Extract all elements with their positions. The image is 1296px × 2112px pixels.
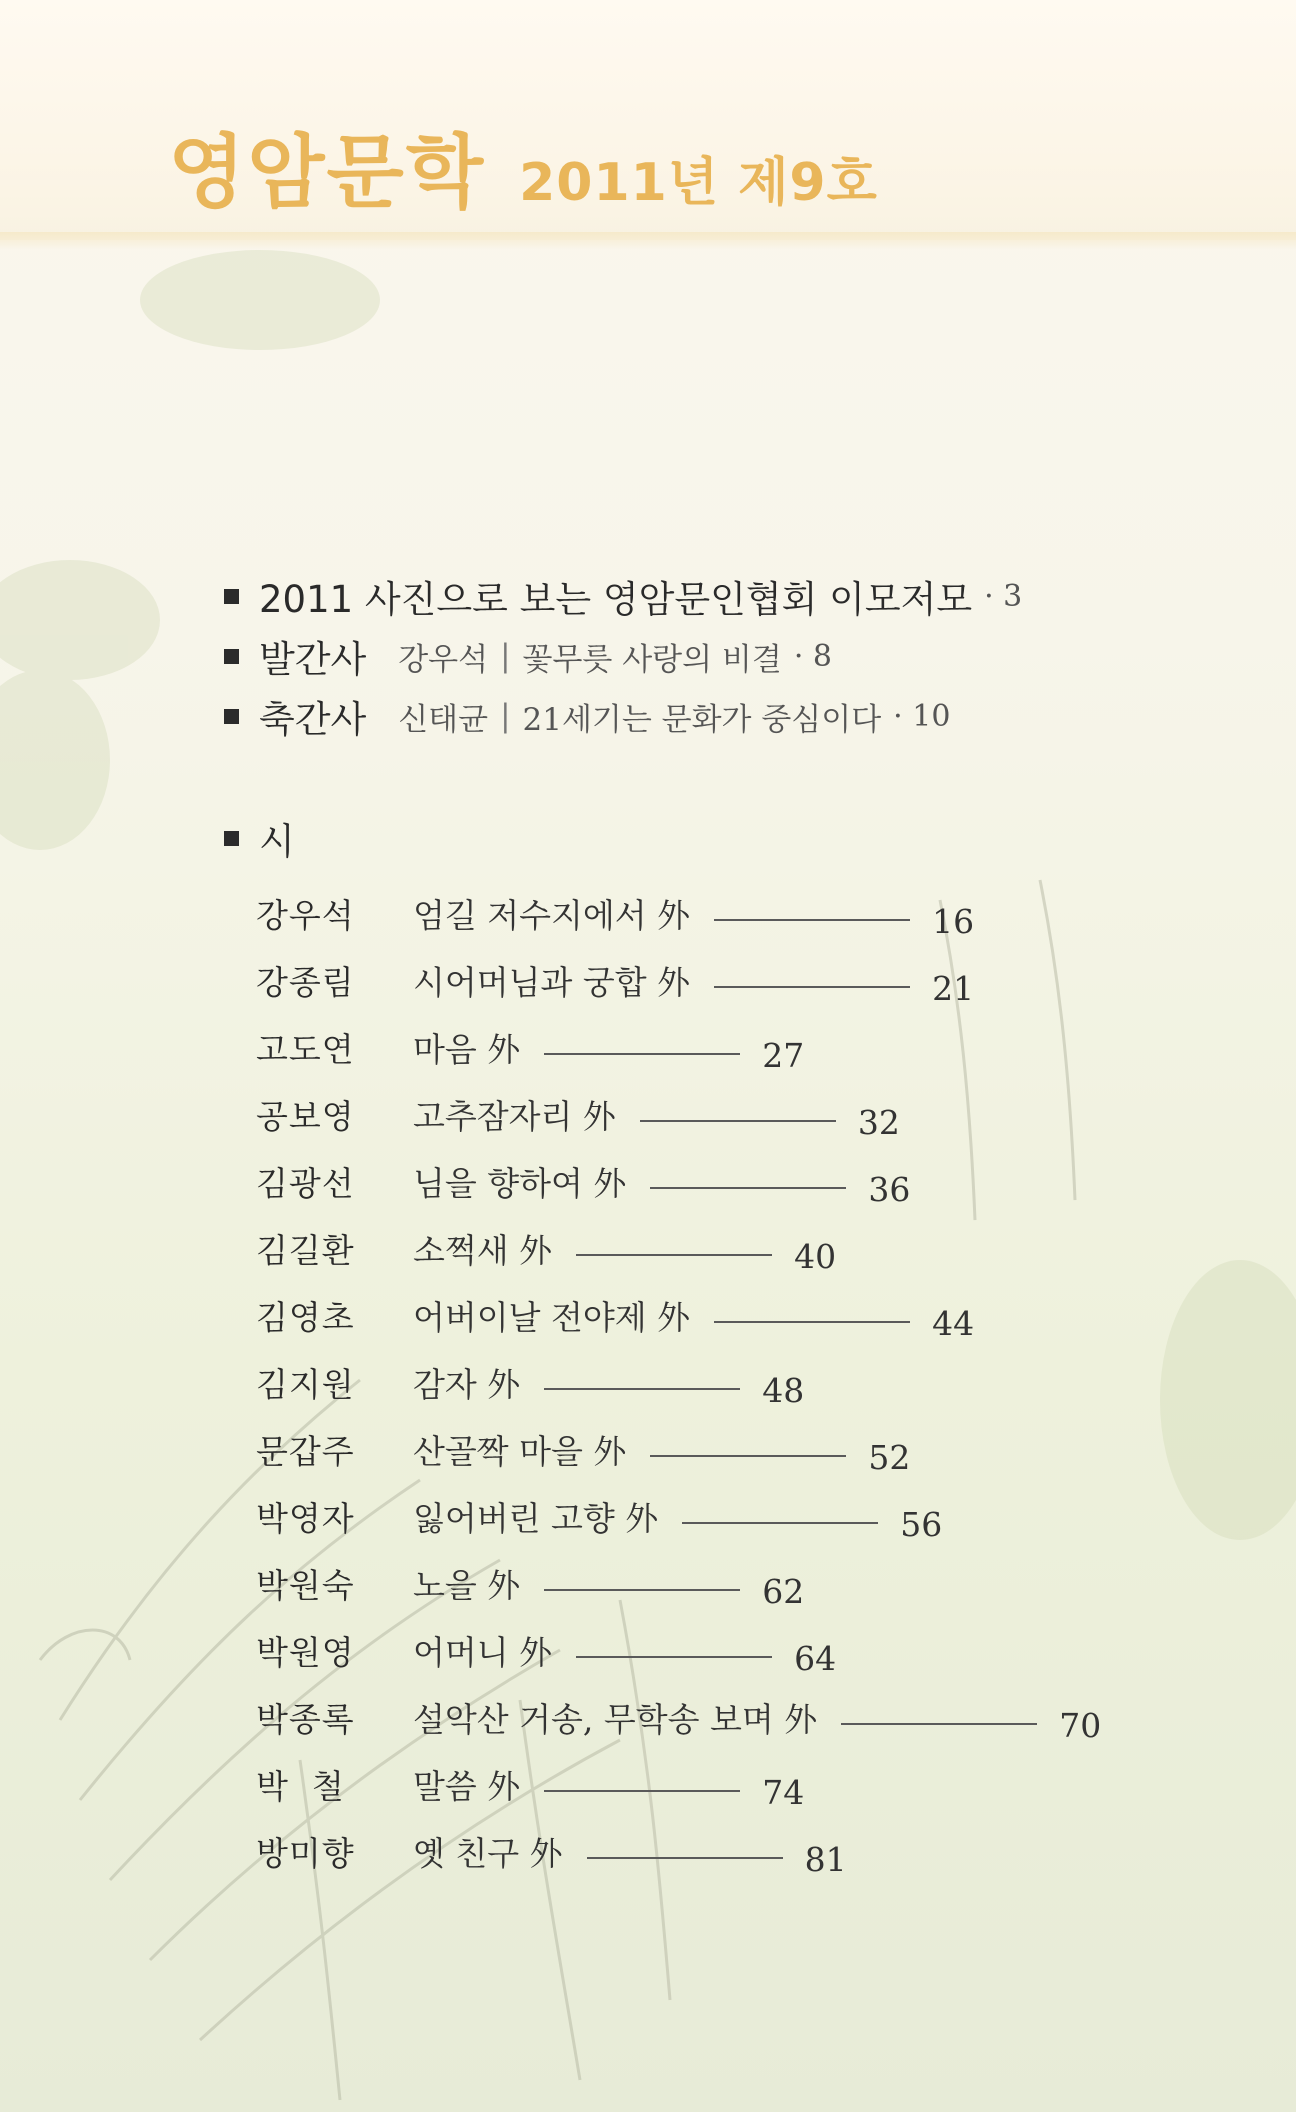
page-number: 27	[762, 1036, 805, 1075]
leader-line	[544, 1790, 740, 1792]
work-title: 설악산 거송, 무학송 보며 外	[413, 1700, 818, 1739]
section-label: 2011 사진으로 보는 영암문인협회 이모저모	[259, 578, 973, 621]
work-title: 소쩍새 外	[413, 1231, 553, 1270]
section-label: 발간사	[259, 638, 367, 681]
page-number: 74	[762, 1773, 805, 1812]
toc-entry	[256, 1550, 1101, 1617]
toc-entry	[256, 1081, 1101, 1148]
toc-entry	[256, 1818, 1101, 1885]
article-title: 21세기는 문화가 중심이다	[522, 701, 882, 738]
leader-line	[714, 986, 910, 988]
work-title: 옛 친구 外	[413, 1834, 563, 1873]
toc-entry	[256, 880, 1101, 947]
front-matter-list	[224, 566, 1022, 746]
page-number: 40	[794, 1237, 837, 1276]
section-label: 축간사	[259, 698, 367, 741]
square-bullet-icon	[224, 831, 239, 846]
work-title: 산골짝 마을 外	[413, 1432, 627, 1471]
work-title: 고추잠자리 外	[413, 1097, 616, 1136]
page-number: 44	[932, 1304, 975, 1343]
author-name: 고도연	[256, 1030, 355, 1069]
leader-line	[576, 1656, 772, 1658]
leader-line	[714, 1321, 910, 1323]
author-name: 박 철	[256, 1767, 345, 1806]
page-number: · 10	[893, 698, 951, 734]
leader-line	[841, 1723, 1037, 1725]
work-title: 어머니 外	[413, 1633, 553, 1672]
separator: |	[500, 698, 511, 734]
page-number: 36	[868, 1170, 911, 1209]
title-text: 영암문학	[168, 126, 486, 219]
section-label: 시	[259, 820, 295, 863]
page-number: 62	[762, 1572, 805, 1611]
issue-text: 2011년 제9호	[519, 153, 878, 213]
section-poetry	[224, 808, 295, 868]
page-number: 48	[762, 1371, 805, 1410]
toc-entry	[256, 1215, 1101, 1282]
leader-line	[544, 1589, 740, 1591]
work-title: 엄길 저수지에서 外	[413, 896, 691, 935]
work-title: 님을 향하여 外	[413, 1164, 627, 1203]
square-bullet-icon	[224, 649, 239, 664]
work-title: 감자 外	[413, 1365, 521, 1404]
work-title: 시어머님과 궁합 外	[413, 963, 691, 1002]
leader-line	[544, 1388, 740, 1390]
toc-item-congratulations	[224, 686, 1022, 746]
poetry-toc	[256, 880, 1101, 1885]
toc-item-foreword	[224, 626, 1022, 686]
toc-entry	[256, 1349, 1101, 1416]
page-number: 32	[857, 1103, 900, 1142]
page-number: 81	[804, 1840, 847, 1879]
leader-line	[650, 1187, 846, 1189]
square-bullet-icon	[224, 709, 239, 724]
magazine-title	[168, 108, 878, 223]
author-name: 김광선	[256, 1164, 355, 1203]
leader-line	[650, 1455, 846, 1457]
toc-entry	[256, 1617, 1101, 1684]
page-number: 70	[1059, 1706, 1102, 1745]
page-number: 16	[932, 902, 975, 941]
work-title: 노을 外	[413, 1566, 521, 1605]
toc-entry	[256, 1416, 1101, 1483]
separator: |	[500, 638, 511, 674]
page-number: 21	[932, 969, 975, 1008]
square-bullet-icon	[224, 589, 239, 604]
author-name: 김영초	[256, 1298, 355, 1337]
author-name: 박원숙	[256, 1566, 355, 1605]
leader-line	[587, 1857, 783, 1859]
toc-entry	[256, 1684, 1101, 1751]
toc-entry	[256, 1148, 1101, 1215]
article-title: 꽃무릇 사랑의 비결	[522, 641, 782, 678]
poetry-heading	[224, 808, 295, 868]
toc-entry	[256, 1483, 1101, 1550]
work-title: 말씀 外	[413, 1767, 521, 1806]
author-name: 김지원	[256, 1365, 355, 1404]
toc-entry	[256, 1282, 1101, 1349]
author-name: 강우석	[256, 896, 355, 935]
work-title: 마음 外	[413, 1030, 521, 1069]
author-name: 박원영	[256, 1633, 355, 1672]
author-name: 박종록	[256, 1700, 355, 1739]
page-number: 56	[900, 1505, 943, 1544]
work-title: 잃어버린 고향 外	[413, 1499, 659, 1538]
leader-line	[682, 1522, 878, 1524]
leader-line	[544, 1053, 740, 1055]
author-name: 김길환	[256, 1231, 355, 1270]
work-title: 어버이날 전야제 外	[413, 1298, 691, 1337]
page-number: 64	[794, 1639, 837, 1678]
leader-line	[714, 919, 910, 921]
author-name: 문갑주	[256, 1432, 355, 1471]
toc-entry	[256, 947, 1101, 1014]
page-number: 52	[868, 1438, 911, 1477]
author-name: 방미향	[256, 1834, 355, 1873]
toc-entry	[256, 1014, 1101, 1081]
leader-line	[640, 1120, 836, 1122]
page-number: · 8	[793, 638, 832, 674]
author-name: 강우석	[398, 641, 489, 678]
leader-line	[576, 1254, 772, 1256]
toc-item-photos	[224, 566, 1022, 626]
author-name: 공보영	[256, 1097, 355, 1136]
author-name: 박영자	[256, 1499, 355, 1538]
author-name: 신태균	[398, 701, 489, 738]
page-number: · 3	[984, 578, 1023, 614]
author-name: 강종림	[256, 963, 355, 1002]
toc-entry	[256, 1751, 1101, 1818]
